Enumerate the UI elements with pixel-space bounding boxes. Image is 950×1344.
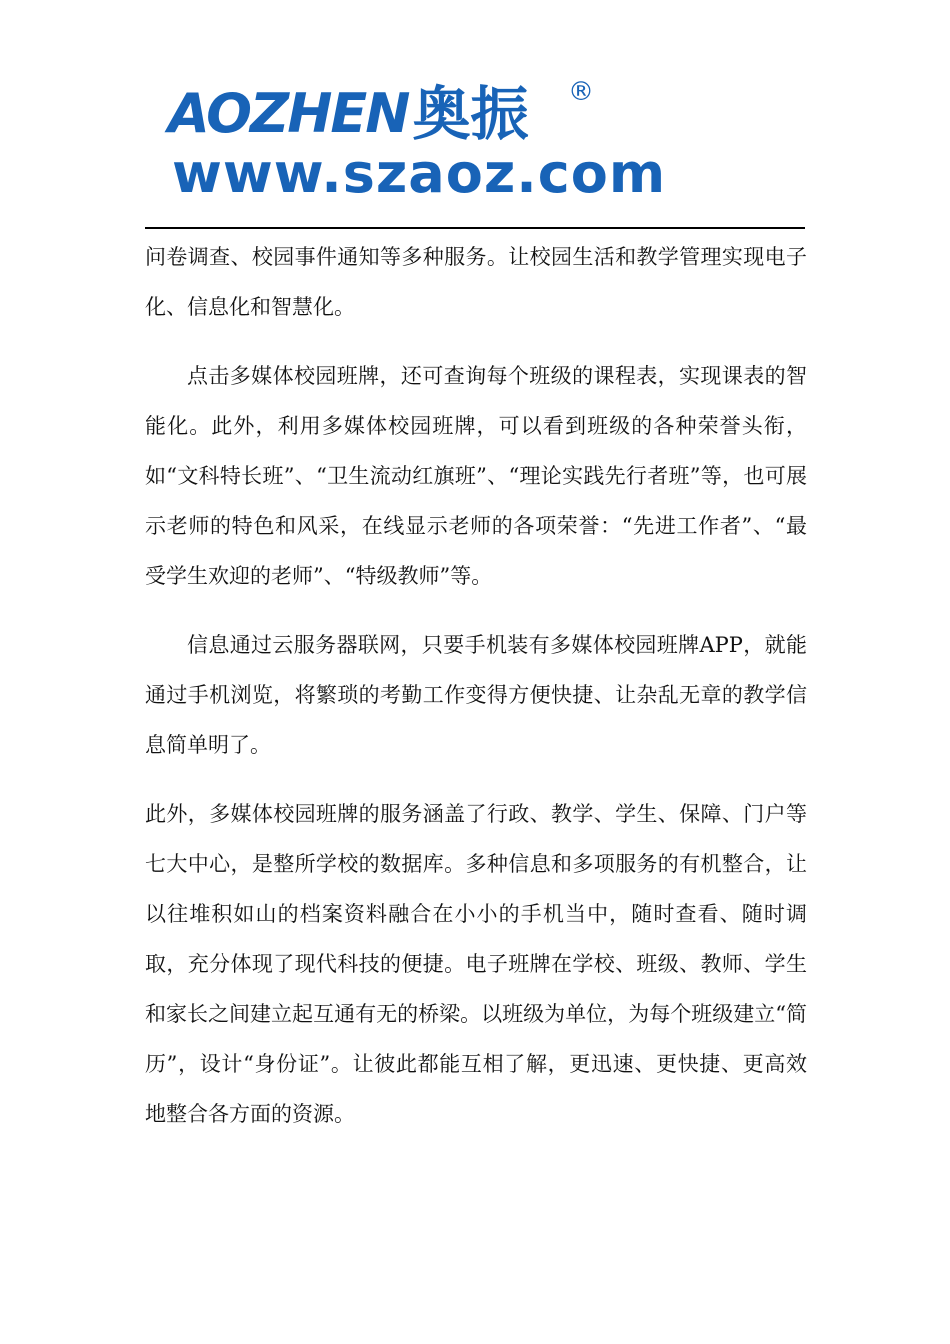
page-header bbox=[0, 0, 950, 230]
logo-brand-line bbox=[168, 78, 528, 150]
paragraph-cloud-app: 信息通过云服务器联网，只要手机装有多媒体校园班牌APP，就能通过手机浏览，将繁琐的考勤工作变得方便快捷、让杂乱无章的教学信息简单明了。 bbox=[145, 633, 807, 757]
registered-mark: ® bbox=[568, 77, 594, 107]
logo-website-url: www.szaoz.com bbox=[172, 142, 667, 205]
paragraph-service-centers: 此外，多媒体校园班牌的服务涵盖了行政、教学、学生、保障、门户等七大中心，是整所学校的数据库。多种信息和多项服务的有机整合，让以往堆积如山的档案资料融合在小小的手机当中，随时查看、随时调取，充分体现了现代科技的便捷。电子班牌在学校、班级、教师、学生和家长之间建立起互通有无的桥梁。以班级为单位，为每个班级建立“简历”，设计“身份证”。让彼此都能互相了解，更迅速、更快捷、更高效地整合各方面的资源。 bbox=[145, 802, 807, 1126]
logo-brand-chinese: 奥振 bbox=[412, 80, 529, 148]
aozhen-logo bbox=[168, 78, 688, 208]
paragraph-continuation: 问卷调查、校园事件通知等多种服务。让校园生活和教学管理实现电子化、信息化和智慧化。 bbox=[145, 245, 807, 319]
paragraph-spacer bbox=[145, 601, 807, 620]
header-divider bbox=[145, 227, 805, 229]
paragraph-spacer bbox=[145, 770, 807, 789]
document-body bbox=[145, 232, 807, 1139]
paragraph-spacer bbox=[145, 332, 807, 351]
logo-brand-latin: AOZHEN bbox=[168, 82, 409, 145]
paragraph-class-board-features: 点击多媒体校园班牌，还可查询每个班级的课程表，实现课表的智能化。此外，利用多媒体校园班牌，可以看到班级的各种荣誉头衔，如“文科特长班”、“卫生流动红旗班”、“理论实践先行者班”等，也可展示老师的特色和风采，在线显示老师的各项荣誉：“先进工作者”、“最受学生欢迎的老师”、“特级教师”等。 bbox=[145, 364, 807, 588]
